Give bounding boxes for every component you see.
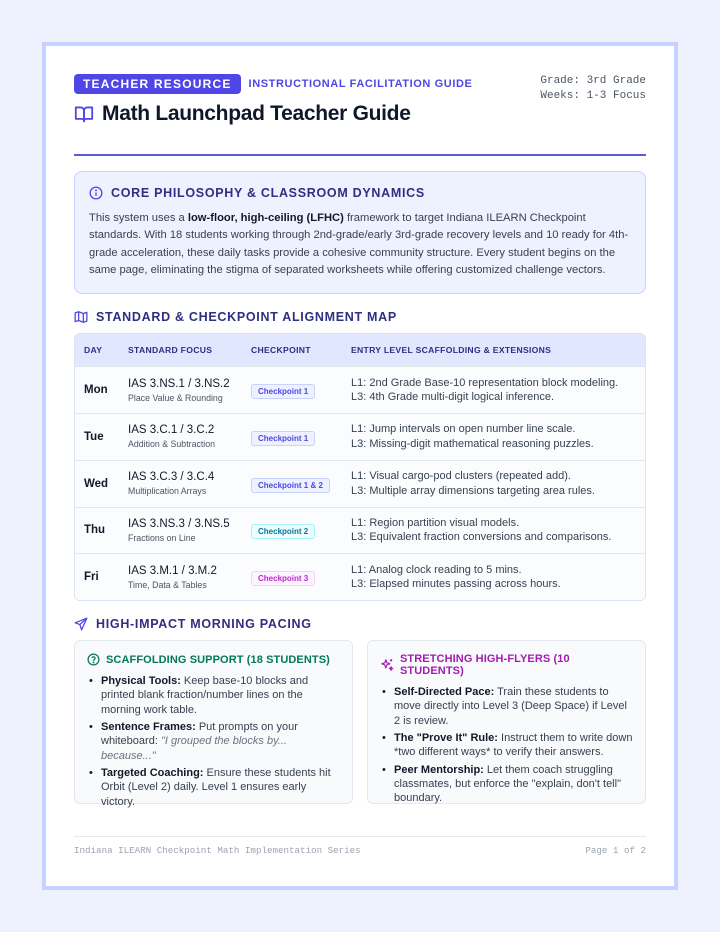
row-level1: L1: Visual cargo-pod clusters (repeated add). [351,470,571,483]
send-icon [74,617,88,631]
sparkles-icon [380,658,394,672]
checkpoint-badge: Checkpoint 1 [251,431,315,446]
stretch-heading [380,653,633,677]
row-day: Mon [84,384,108,397]
table-row [75,366,645,413]
item-label: Sentence Frames: [101,721,196,734]
weeks-label: Weeks: 1-3 Focus [540,90,646,102]
row-standard-cell [128,471,251,496]
philosophy-text [89,210,631,279]
row-standard: IAS 3.C.1 / 3.C.2 [128,424,215,437]
stretch-card [367,640,646,804]
checkpoint-badge: Checkpoint 2 [251,524,315,539]
book-open-icon [74,105,94,123]
info-icon [89,186,103,200]
support-card [74,640,353,808]
row-standard-cell [128,518,251,543]
philosophy-bold: low-floor, high-ceiling (LFHC) [187,212,344,224]
philosophy-text-end: framework to target Indiana ILEARN Checkpoint standards. With 18 students working through 2nd-grade/early 3rd-grade recovery levels and 10 ready for 4th-grade acceleration, these daily tasks provide a cohesive community structure. Every student begins on the same page, eliminating the stigma of separated worksheets while offering customized challenge vectors. [89,212,629,276]
support-list [87,674,340,809]
row-standard-cell [128,565,251,590]
checkpoint-badge: Checkpoint 1 [251,384,315,399]
philosophy-text-start: This system uses a [89,212,188,224]
item-text: Ensure these students hit Orbit (Level 2) daily. Level 1 ensures early victory. [101,766,331,808]
row-checkpoint-cell [251,475,351,493]
map-icon [74,310,88,324]
stretch-heading-text: STRETCHING HIGH-FLYERS (10 STUDENTS) [400,653,570,678]
row-focus: Multiplication Arrays [128,486,207,497]
col-checkpoint: CHECKPOINT [251,345,311,356]
row-day: Wed [84,477,109,490]
item-label: Targeted Coaching: [101,766,204,779]
row-checkpoint-cell [251,381,351,399]
row-standard: IAS 3.NS.1 / 3.NS.2 [128,377,230,390]
row-level3: L3: Missing-digit mathematical reasoning puzzles. [351,437,594,450]
row-entry-cell [351,422,645,451]
col-standard: STANDARD FOCUS [128,345,213,356]
footer-page: Page 1 of 2 [585,845,646,856]
document-page [42,42,678,890]
row-standard-cell [128,378,251,403]
list-item [87,766,340,809]
row-level3: L3: Elapsed minutes passing across hours. [351,578,561,591]
table-header [75,334,645,366]
table-row [75,553,645,600]
row-standard: IAS 3.NS.3 / 3.NS.5 [128,517,230,530]
resource-tag: TEACHER RESOURCE [74,74,241,94]
item-text: Keep base-10 blocks and printed blank fraction/number lines on the morning work table. [101,675,309,716]
pacing-heading-text: HIGH-IMPACT MORNING PACING [96,617,312,632]
header [74,74,646,156]
checkpoint-badge: Checkpoint 3 [251,571,315,586]
row-checkpoint-cell [251,568,351,586]
row-level1: L1: Jump intervals on open number line scale. [351,423,576,436]
footer-series: Indiana ILEARN Checkpoint Math Implementation Series [74,845,361,856]
row-checkpoint-cell [251,428,351,446]
philosophy-box [74,171,646,294]
grade-label: Grade: 3rd Grade [540,75,646,87]
alignment-table [74,333,646,601]
stretch-list [380,685,633,805]
row-level1: L1: Region partition visual models. [351,516,520,529]
row-entry-cell [351,469,645,498]
row-level1: L1: 2nd Grade Base-10 representation block modeling. [351,376,619,389]
alignment-heading-text: STANDARD & CHECKPOINT ALIGNMENT MAP [96,310,397,325]
item-label: Self-Directed Pace: [394,686,495,699]
row-level1: L1: Analog clock reading to 5 mins. [351,563,522,576]
item-label: Physical Tools: [101,675,181,688]
item-text: Train these students to move directly into Level 3 (Deep Space) if Level 2 is review. [394,686,627,727]
col-entry: ENTRY LEVEL SCAFFOLDING & EXTENSIONS [351,345,552,356]
table-row [75,413,645,460]
row-day: Fri [84,571,99,584]
pacing-heading [74,617,646,631]
checkpoint-badge: Checkpoint 1 & 2 [251,478,330,493]
pacing-cards [74,640,646,808]
alignment-heading [74,310,646,324]
help-circle-icon [87,653,100,666]
row-focus: Time, Data & Tables [128,579,207,590]
list-item [87,720,340,763]
table-row [75,460,645,507]
list-item [380,685,633,728]
guide-subtag: INSTRUCTIONAL FACILITATION GUIDE [248,78,473,90]
row-standard: IAS 3.M.1 / 3.M.2 [128,564,217,577]
title-row [74,102,646,126]
table-row [75,507,645,554]
grade-meta [540,74,646,104]
row-checkpoint-cell [251,521,351,539]
footer [74,836,646,856]
item-text: Put prompts on your whiteboard: [101,721,298,748]
item-label: The "Prove It" Rule: [394,732,498,745]
list-item [87,674,340,717]
row-focus: Place Value & Rounding [128,392,223,403]
item-label: Peer Mentorship: [394,763,484,776]
list-item [380,763,633,806]
row-level3: L3: 4th Grade multi-digit logical inference. [351,391,554,404]
list-item [380,731,633,760]
row-focus: Addition & Subtraction [128,439,216,450]
philosophy-heading [89,186,631,200]
row-standard-cell [128,424,251,449]
item-text: Instruct them to write down *two different ways* to verify their answers. [394,732,633,759]
support-heading [87,653,340,666]
item-quote: "I grouped the blocks by... because..." [101,735,287,762]
row-standard: IAS 3.C.3 / 3.C.4 [128,471,215,484]
row-entry-cell [351,516,645,545]
row-level3: L3: Multiple array dimensions targeting area rules. [351,484,595,497]
page-title: Math Launchpad Teacher Guide [102,102,411,125]
item-text: Let them coach struggling classmates, but enforce the "explain, don't tell" boundary. [394,763,621,805]
row-entry-cell [351,563,645,592]
row-level3: L3: Equivalent fraction conversions and comparisons. [351,531,612,544]
col-day: DAY [84,345,103,356]
row-day: Thu [84,524,106,537]
philosophy-heading-text: CORE PHILOSOPHY & CLASSROOM DYNAMICS [111,186,425,200]
row-focus: Fractions on Line [128,532,196,543]
row-entry-cell [351,376,645,405]
row-day: Tue [84,430,104,443]
support-heading-text: SCAFFOLDING SUPPORT (18 STUDENTS) [106,653,330,666]
